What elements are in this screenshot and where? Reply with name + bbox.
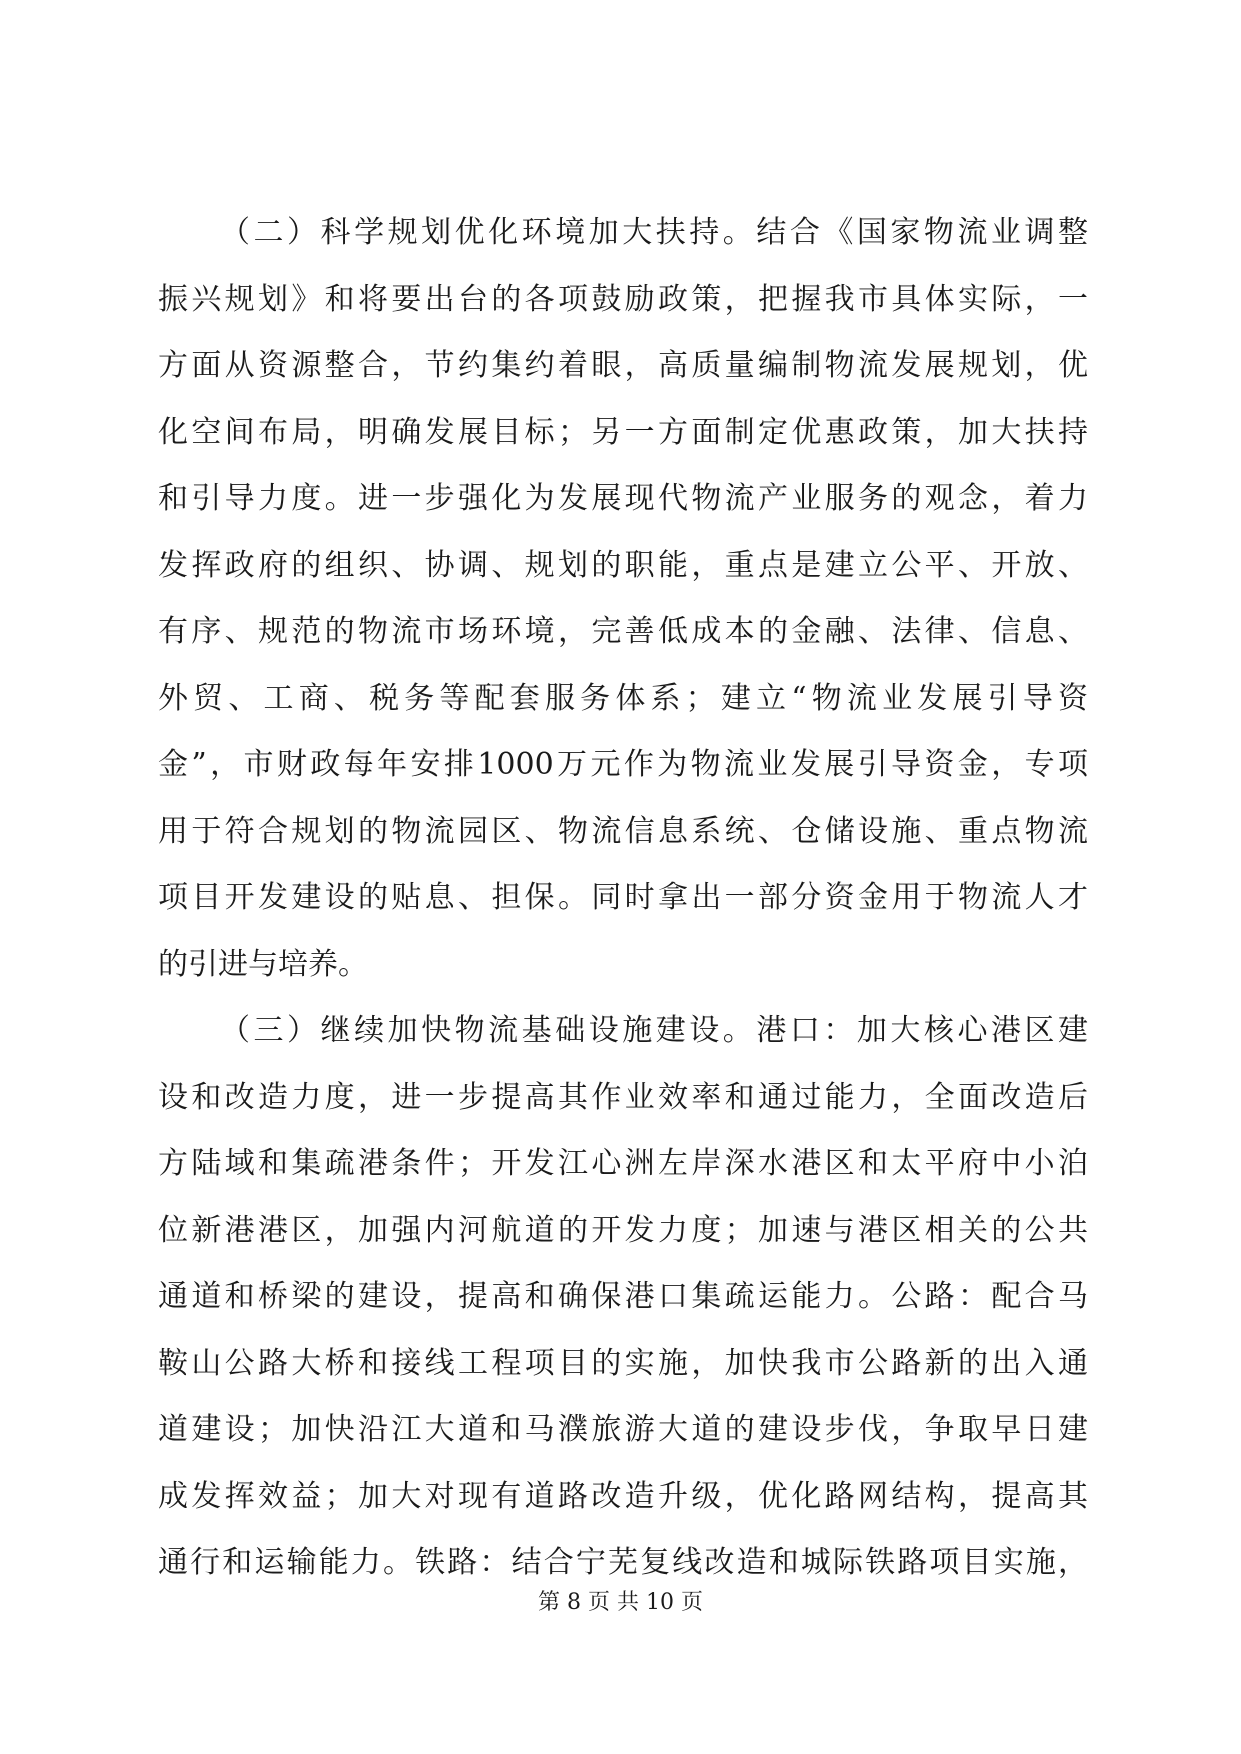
text-line: 金”，市财政每年安排1000万元作为物流业发展引导资金，专项 bbox=[158, 747, 1088, 782]
text-line: （二）科学规划优化环境加大扶持。结合《国家物流业调整 bbox=[220, 215, 1088, 250]
text-line: 的引进与培养。 bbox=[158, 946, 368, 982]
text-line: 成发挥效益；加大对现有道路改造升级，优化路网结构，提高其 bbox=[158, 1478, 1088, 1514]
text-line: 外贸、工商、税务等配套服务体系；建立“物流业发展引导资 bbox=[158, 680, 1088, 716]
text-line: 道建设；加快沿江大道和马濮旅游大道的建设步伐，争取早日建 bbox=[158, 1412, 1088, 1447]
text-line: 通道和桥梁的建设，提高和确保港口集疏运能力。公路：配合马 bbox=[158, 1279, 1088, 1314]
page-number: 第 8 页 共 10 页 bbox=[538, 1590, 703, 1615]
text-line: 鞍山公路大桥和接线工程项目的实施，加快我市公路新的出入通 bbox=[158, 1345, 1088, 1381]
text-line: 化空间布局，明确发展目标；另一方面制定优惠政策，加大扶持 bbox=[158, 414, 1088, 450]
text-line: 位新港港区，加强内河航道的开发力度；加速与港区相关的公共 bbox=[158, 1212, 1088, 1248]
text-line: 设和改造力度，进一步提高其作业效率和通过能力，全面改造后 bbox=[158, 1079, 1088, 1115]
text-line: 发挥政府的组织、协调、规划的职能，重点是建立公平、开放、 bbox=[158, 547, 1088, 583]
text-line: 项目开发建设的贴息、担保。同时拿出一部分资金用于物流人才 bbox=[158, 880, 1088, 915]
text-line: 用于符合规划的物流园区、物流信息系统、仓储设施、重点物流 bbox=[158, 813, 1088, 849]
text-line: 振兴规划》和将要出台的各项鼓励政策，把握我市具体实际，一 bbox=[158, 281, 1088, 317]
paragraph-infrastructure bbox=[158, 998, 1088, 1597]
text-line: 方陆域和集疏港条件；开发江心洲左岸深水港区和太平府中小泊 bbox=[158, 1146, 1088, 1181]
text-line: 通行和运输能力。铁路：结合宁芜复线改造和城际铁路项目实施， bbox=[158, 1545, 1088, 1580]
paragraph-planning-support bbox=[158, 200, 1088, 998]
document-body bbox=[158, 200, 1088, 1597]
page-footer bbox=[0, 1588, 1241, 1618]
text-line: （三）继续加快物流基础设施建设。港口：加大核心港区建 bbox=[220, 1013, 1088, 1048]
text-line: 方面从资源整合，节约集约着眼，高质量编制物流发展规划，优 bbox=[158, 348, 1088, 383]
text-line: 有序、规范的物流市场环境，完善低成本的金融、法律、信息、 bbox=[158, 614, 1088, 649]
text-line: 和引导力度。进一步强化为发展现代物流产业服务的观念，着力 bbox=[158, 481, 1088, 516]
